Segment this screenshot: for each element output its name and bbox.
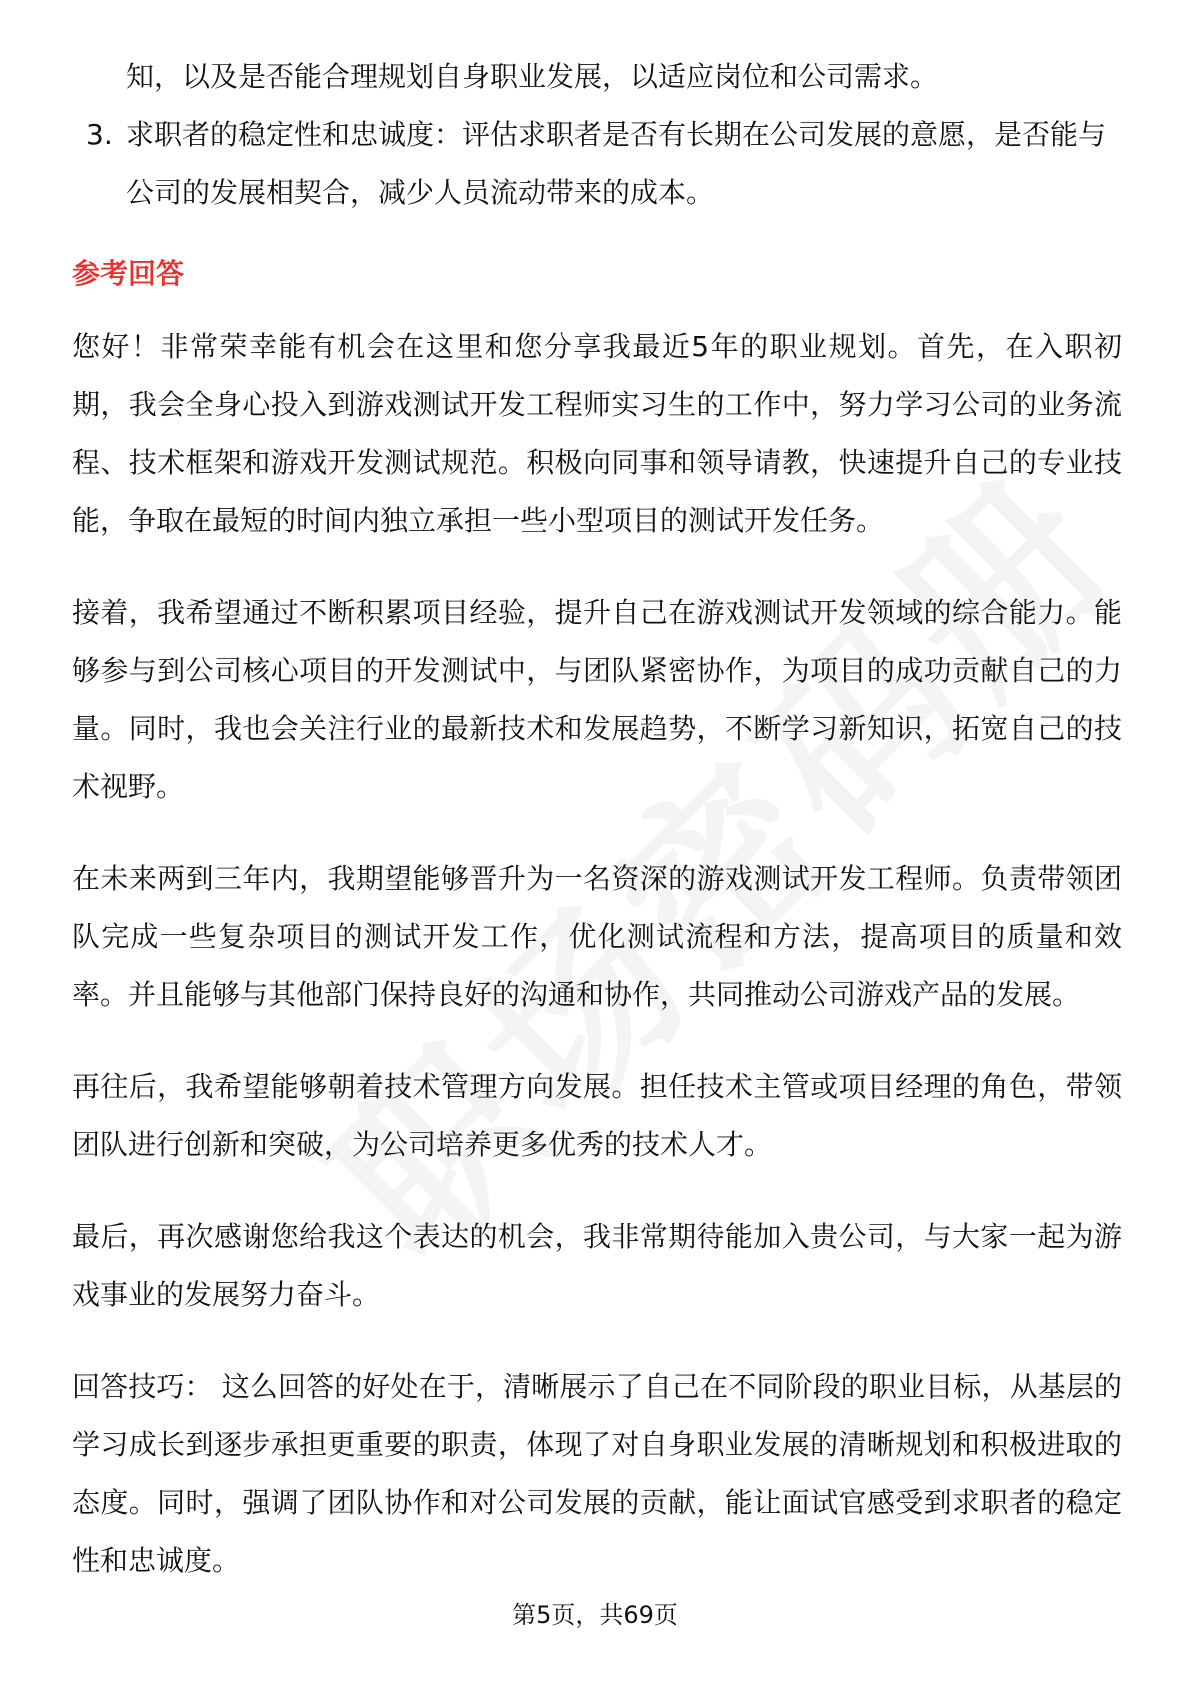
answer-paragraph-2: 接着，我希望通过不断积累项目经验，提升自己在游戏测试开发领域的综合能力。能够参与到公司核心项目的开发测试中，与团队紧密协作，为项目的成功贡献自己的力量。同时，我也会关注行业的最新技术和发展趋势，不断学习新知识，拓宽自己的技术视野。 xyxy=(72,596,1122,803)
list-item-text: 知，以及是否能合理规划自身职业发展，以适应岗位和公司需求。 xyxy=(126,60,939,93)
answer-paragraph-1: 您好！非常荣幸能有机会在这里和您分享我最近5年的职业规划。首先，在入职初期，我会全身心投入到游戏测试开发工程师实习生的工作中，努力学习公司的业务流程、技术框架和游戏开发测试规范。积极向同事和领导请教，快速提升自己的专业技能，争取在最短的时间内独立承担一些小型项目的测试开发任务。 xyxy=(72,330,1122,537)
answer-paragraph-3: 在未来两到三年内，我期望能够晋升为一名资深的游戏测试开发工程师。负责带领团队完成一些复杂项目的测试开发工作，优化测试流程和方法，提高项目的质量和效率。并且能够与其他部门保持良好的沟通和协作，共同推动公司游戏产品的发展。 xyxy=(72,862,1122,1011)
section-title-reference-answer: 参考回答 xyxy=(72,257,185,290)
list-item-number: 3. xyxy=(86,118,113,151)
document-body xyxy=(72,48,1122,1624)
list-item-text: 求职者的稳定性和忠诚度：评估求职者是否有长期在公司发展的意愿，是否能与公司的发展相契合，减少人员流动带来的成本。 xyxy=(126,118,1107,209)
answer-tips-paragraph: 回答技巧： 这么回答的好处在于，清晰展示了自己在不同阶段的职业目标，从基层的学习成长到逐步承担更重要的职责，体现了对自身职业发展的清晰规划和积极进取的态度。同时，强调了团队协作和对公司发展的贡献，能让面试官感受到求职者的稳定性和忠诚度。 xyxy=(72,1370,1122,1577)
answer-paragraph-5: 最后，再次感谢您给我这个表达的机会，我非常期待能加入贵公司，与大家一起为游戏事业的发展努力奋斗。 xyxy=(72,1220,1122,1311)
answer-paragraph-4: 再往后，我希望能够朝着技术管理方向发展。担任技术主管或项目经理的角色，带领团队进行创新和突破，为公司培养更多优秀的技术人才。 xyxy=(72,1070,1122,1161)
list-item-continuation xyxy=(72,48,1122,106)
page-number-footer: 第5页，共69页 xyxy=(512,1601,678,1629)
list-item-3 xyxy=(72,106,1122,222)
